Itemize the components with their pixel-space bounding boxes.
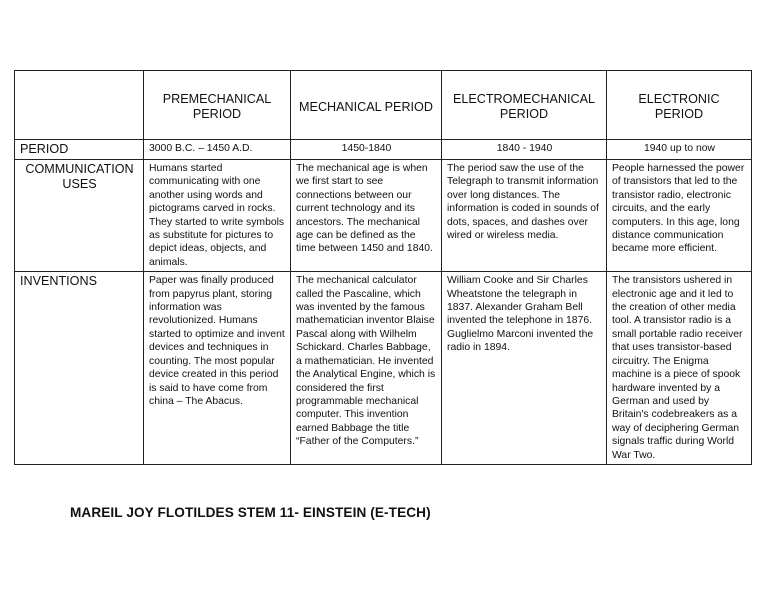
communication-mechanical: The mechanical age is when we first start to see connections between our current technology and its ancestors. The mechanical age can be defined as the time between 1450 and 1840. xyxy=(291,160,442,272)
header-mechanical: MECHANICAL PERIOD xyxy=(291,71,442,140)
period-row xyxy=(15,140,752,160)
inventions-electromechanical: William Cooke and Sir Charles Wheatstone the telegraph in 1837. Alexander Graham Bell invented the telephone in 1876. Guglielmo Marconi invented the radio in 1894. xyxy=(442,272,607,465)
inventions-premechanical: Paper was finally produced from papyrus plant, storing information was revolutionized. Humans started to optimize and invent devices and techniques in counting. The most popular device created in this period is said to have come from china – The Abacus. xyxy=(144,272,291,465)
row-label-communication-line1: COMMUNICATION xyxy=(25,162,134,176)
inventions-mechanical: The mechanical calculator called the Pascaline, which was invented by the famous mathematician inventor Blaise Pascal along with Wilhelm Schickard. Charles Babbage, a mathematician. He invented the Analytical Engine, which is considered the first programmable mechanical computer. This invention earned Babbage the title “Father of the Computers.” xyxy=(291,272,442,465)
period-electromechanical: 1840 - 1940 xyxy=(442,140,607,160)
header-electromechanical: ELECTROMECHANICAL PERIOD xyxy=(442,71,607,140)
header-corner-cell xyxy=(15,71,144,140)
header-premechanical: PREMECHANICAL PERIOD xyxy=(144,71,291,140)
row-label-inventions: INVENTIONS xyxy=(15,272,144,465)
communication-row xyxy=(15,160,752,272)
communication-premechanical: Humans started communicating with one another using words and pictograms carved in rocks. They started to write symbols as substitute for pictures to depict ideas, objects, and animals. xyxy=(144,160,291,272)
row-label-communication-line2: USES xyxy=(62,177,97,191)
communication-electromechanical: The period saw the use of the Telegraph to transmit information over long distances. The information is coded in sounds of dots, spaces, and dashes over wired or wireless media. xyxy=(442,160,607,272)
communication-electronic: People harnessed the power of transistors that led to the transistor radio, electronic circuits, and the early computers. In this age, long distance communication became more efficient. xyxy=(607,160,752,272)
row-label-communication xyxy=(15,160,144,272)
author-footer: MAREIL JOY FLOTILDES STEM 11- EINSTEIN (E-TECH) xyxy=(70,505,431,520)
period-mechanical: 1450-1840 xyxy=(291,140,442,160)
row-label-period: PERIOD xyxy=(15,140,144,160)
inventions-electronic: The transistors ushered in electronic age and it led to the creation of other media tool. A transistor radio is a small portable radio receiver that uses transistor-based circuitry. The Enigma machine is a piece of spook hardware invented by a German and used by Britain's codebreakers as a way of deciphering German signals traffic during World War Two. xyxy=(607,272,752,465)
technology-periods-table xyxy=(14,70,752,465)
header-electronic: ELECTRONIC PERIOD xyxy=(607,71,752,140)
period-electronic: 1940 up to now xyxy=(607,140,752,160)
period-premechanical: 3000 B.C. – 1450 A.D. xyxy=(144,140,291,160)
header-row xyxy=(15,71,752,140)
inventions-row xyxy=(15,272,752,465)
